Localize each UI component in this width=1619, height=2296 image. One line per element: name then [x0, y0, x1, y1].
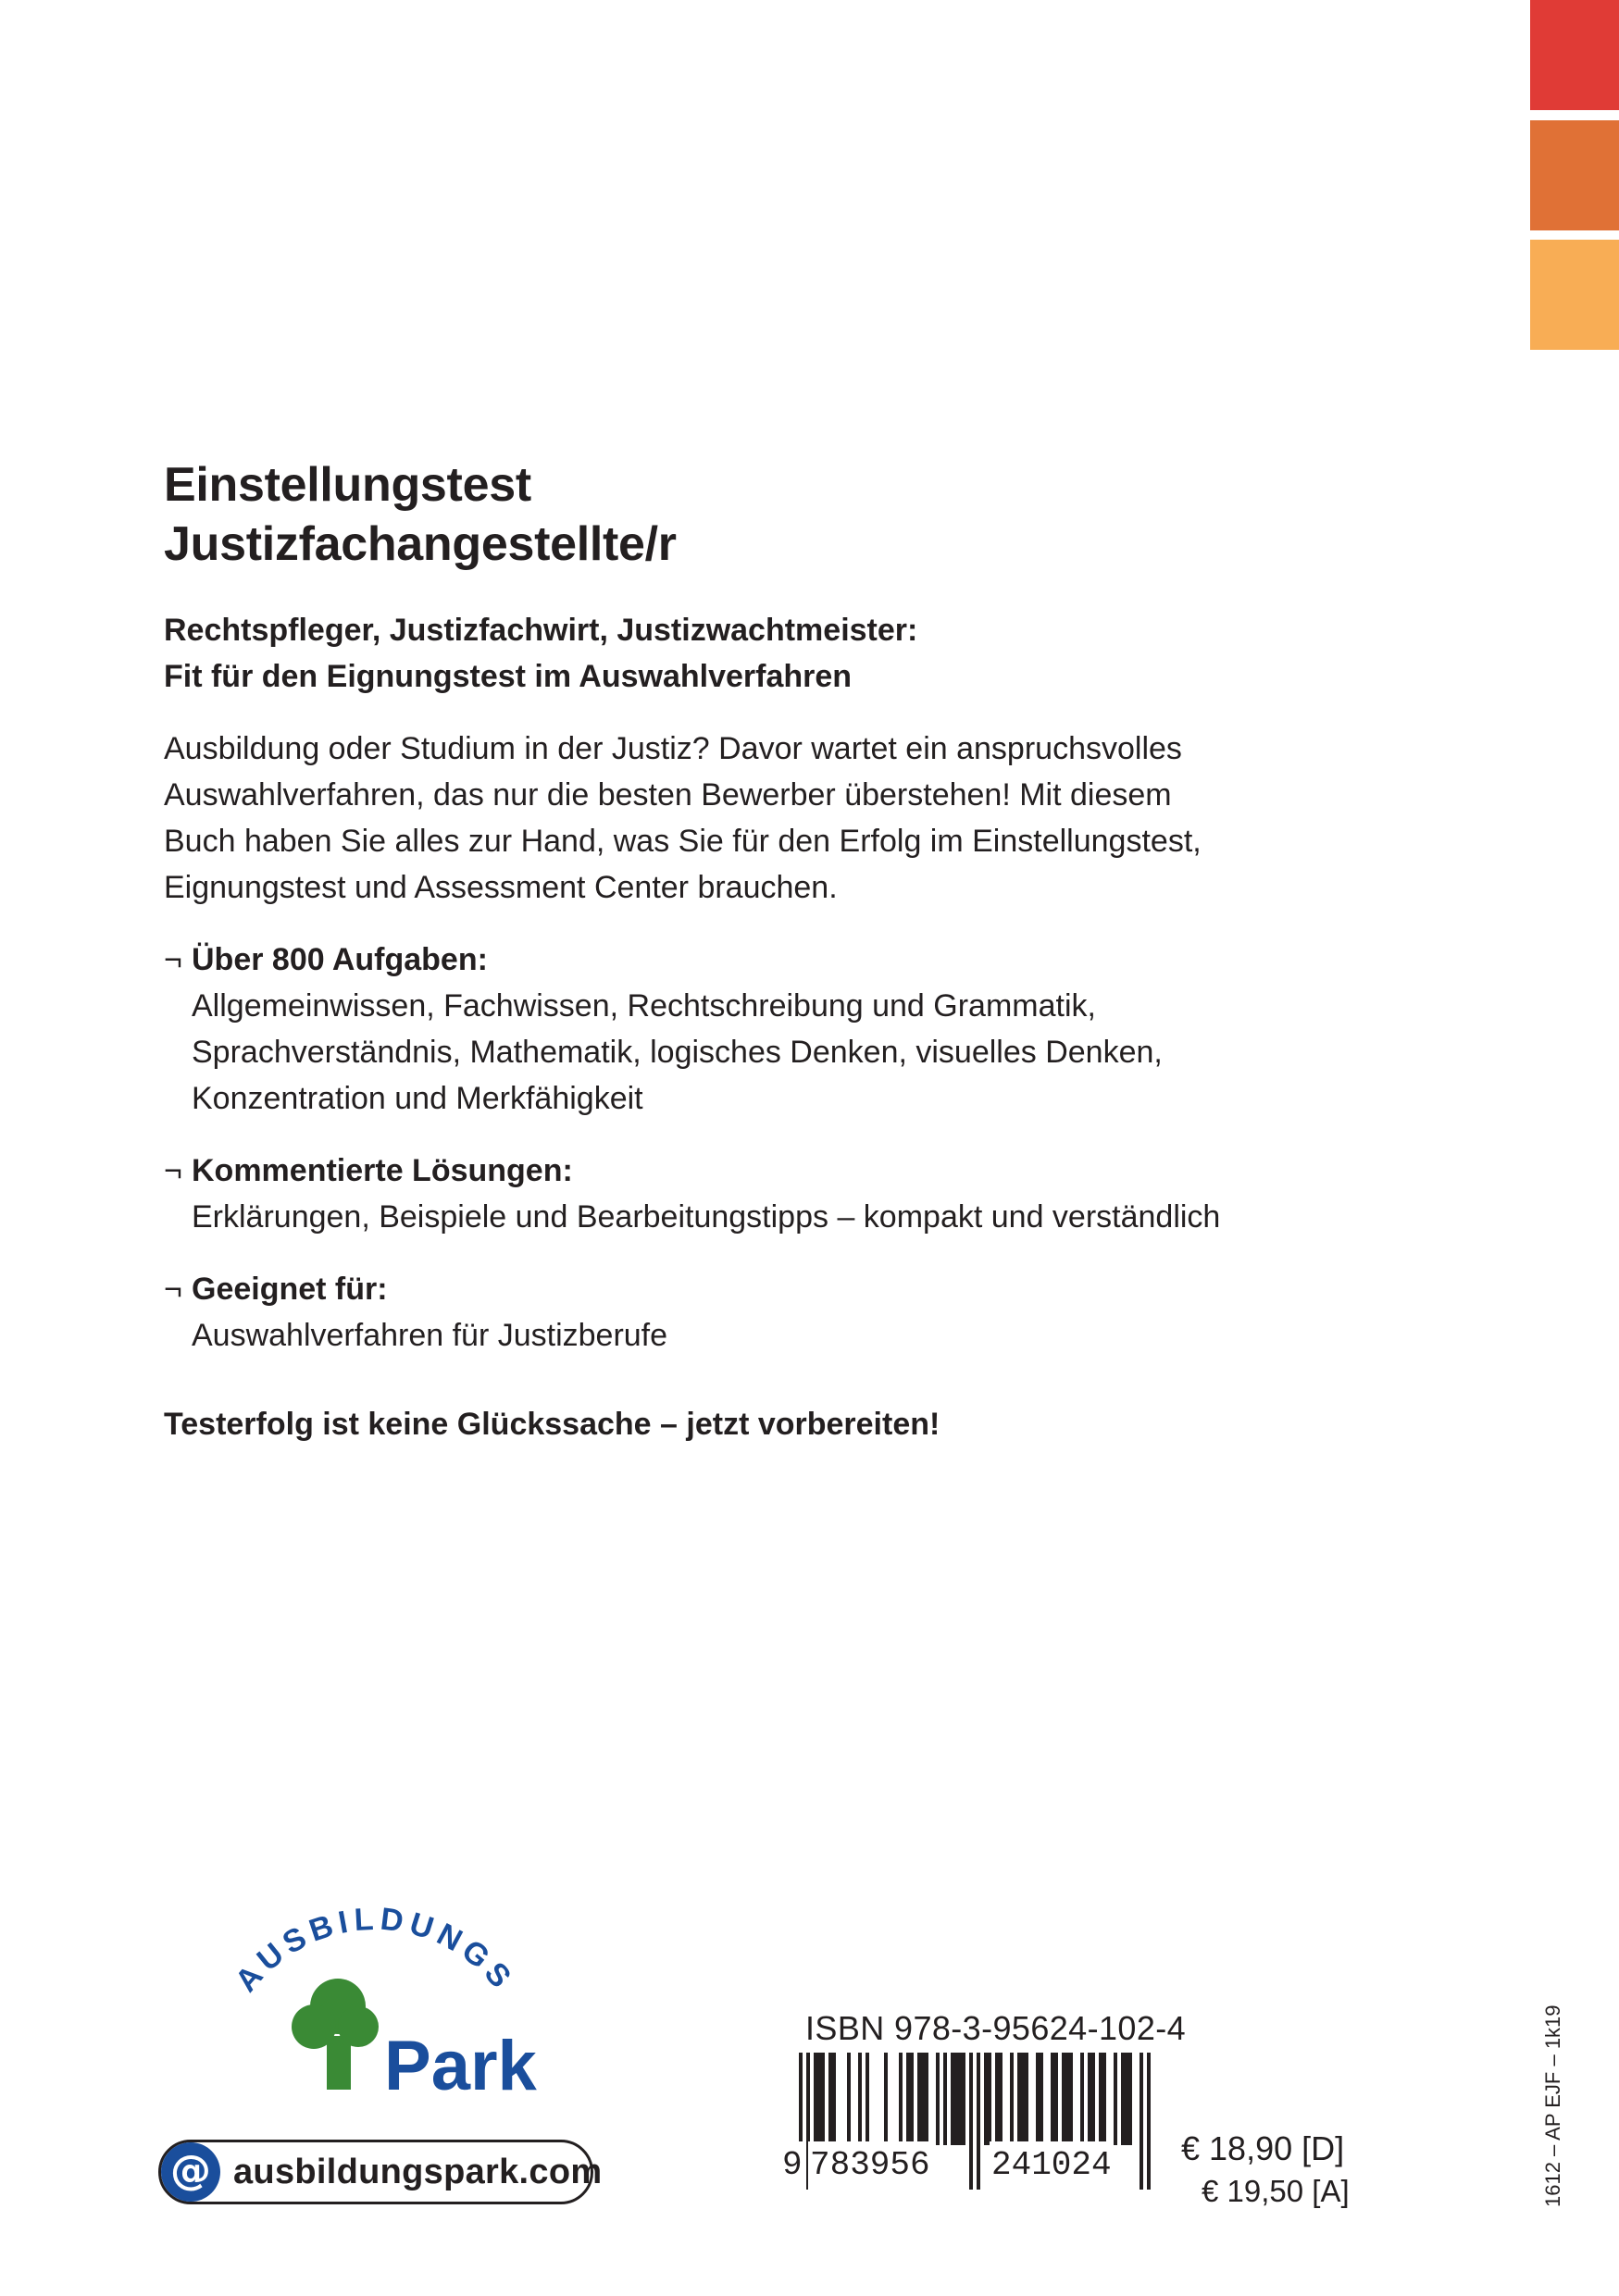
feature-line: Auswahlverfahren für Justizberufe: [192, 1318, 668, 1353]
feature-line: Allgemeinwissen, Fachwissen, Rechtschreibung und Grammatik,: [192, 988, 1096, 1024]
barcode-bar: [958, 2053, 962, 2145]
ausbildungspark-logo: [199, 1897, 560, 2119]
intro-paragraph: [164, 726, 1367, 911]
barcode-bar: [821, 2053, 825, 2145]
barcode-bar: [999, 2053, 1003, 2145]
barcode-bar: [832, 2053, 836, 2145]
barcode-right-digits: 241024: [990, 2141, 1114, 2190]
color-tab-light-orange: [1530, 240, 1619, 350]
barcode-bar: [1102, 2053, 1106, 2145]
subtitle-line: Rechtspfleger, Justizfachwirt, Justizwachtmeister:: [164, 613, 918, 648]
barcode-bar: [951, 2053, 954, 2145]
barcode-bar: [1069, 2053, 1073, 2145]
intro-line: Auswahlverfahren, das nur die besten Bewerber überstehen! Mit diesem: [164, 777, 1172, 813]
feature-heading: Über 800 Aufgaben:: [192, 942, 488, 977]
barcode-bar: [962, 2053, 965, 2145]
barcode-bar: [1091, 2053, 1095, 2145]
barcode-bar: [984, 2053, 988, 2145]
intro-line: Ausbildung oder Studium in der Justiz? Davor wartet ein anspruchsvolles: [164, 731, 1182, 766]
feature-line: Sprachverständnis, Mathematik, logisches Denken, visuelles Denken,: [192, 1035, 1163, 1070]
logo-word: Park: [384, 2027, 537, 2105]
barcode-bar: [1080, 2053, 1084, 2145]
bullet-icon: ¬: [164, 942, 182, 977]
barcode-bar: [1065, 2053, 1069, 2145]
barcode-bar: [1121, 2053, 1125, 2145]
barcode-bar: [828, 2053, 832, 2145]
barcode-bar: [1051, 2053, 1054, 2145]
price-austria: € 19,50 [A]: [1202, 2174, 1350, 2208]
barcode-bar: [814, 2053, 817, 2145]
barcode-bar: [936, 2053, 940, 2145]
logo-arc-text: [229, 1902, 521, 1999]
barcode-bar: [1128, 2053, 1132, 2145]
intro-line: Buch haben Sie alles zur Hand, was Sie für den Erfolg im Einstellungstest,: [164, 824, 1202, 859]
barcode-bar: [1017, 2053, 1021, 2145]
feature-heading: Kommentierte Lösungen:: [192, 1153, 573, 1188]
feature-heading: Geeignet für:: [192, 1272, 388, 1307]
barcode-bar: [858, 2053, 862, 2145]
barcode-bar: [1088, 2053, 1091, 2145]
book-title-line: Einstellungstest: [164, 458, 531, 512]
color-tab-orange: [1530, 120, 1619, 230]
tree-icon: [292, 1979, 379, 2090]
barcode-bar: [866, 2053, 869, 2145]
barcode-bar: [910, 2053, 914, 2145]
barcode-bar: [1054, 2053, 1058, 2145]
barcode-bar: [1025, 2053, 1028, 2145]
book-subtitle: [164, 607, 1367, 700]
barcode-digits: [780, 2141, 1167, 2190]
at-icon: @: [161, 2142, 220, 2202]
subtitle-line: Fit für den Eignungstest im Auswahlverfahren: [164, 659, 853, 694]
barcode-bar: [1040, 2053, 1043, 2145]
feature-tasks: [164, 937, 1367, 1122]
barcode-bar: [1021, 2053, 1025, 2145]
barcode-bar: [1114, 2053, 1117, 2145]
barcode-bar: [1125, 2053, 1128, 2145]
barcode-bar: [899, 2053, 903, 2145]
feature-line: Erklärungen, Beispiele und Bearbeitungstipps – kompakt und verständlich: [192, 1199, 1221, 1235]
barcode-bar: [884, 2053, 888, 2145]
barcode-bar: [988, 2053, 991, 2145]
book-title: [164, 455, 1367, 574]
logo-arc-textpath: AUSBILDUNGS: [228, 1901, 522, 1999]
barcode-bar: [917, 2053, 921, 2145]
product-code: 1612 – AP EJF – 1k19: [1541, 2004, 1564, 2207]
barcode-bar: [1099, 2053, 1102, 2145]
barcode-bar: [1036, 2053, 1040, 2145]
barcode-bar: [995, 2053, 999, 2145]
isbn-number: ISBN 978-3-95624-102-4: [805, 2009, 1187, 2047]
bullet-icon: ¬: [164, 1272, 182, 1307]
barcode-bar: [954, 2053, 958, 2145]
book-title-line: Justizfachangestellte/r: [164, 517, 677, 571]
back-cover-text: [164, 455, 1367, 1447]
feature-suitable: [164, 1266, 1367, 1359]
barcode-bar: [817, 2053, 821, 2145]
barcode-bar: [1062, 2053, 1065, 2145]
barcode-bar: [847, 2053, 851, 2145]
barcode-bar: [906, 2053, 910, 2145]
website-badge: [158, 2140, 603, 2204]
barcode-bar: [1010, 2053, 1014, 2145]
intro-line: Eignungstest und Assessment Center brauchen.: [164, 870, 838, 905]
barcode-first-digit: 9: [780, 2141, 804, 2190]
barcode-left-digits: 783956: [808, 2141, 932, 2190]
bullet-icon: ¬: [164, 1153, 182, 1188]
feature-solutions: [164, 1148, 1367, 1240]
closing-slogan: Testerfolg ist keine Glückssache – jetzt vorbereiten!: [164, 1407, 940, 1442]
barcode-bar: [921, 2053, 925, 2145]
website-url: ausbildungspark.com: [233, 2153, 603, 2191]
barcode-bar: [925, 2053, 928, 2145]
barcode-bar: [943, 2053, 947, 2145]
price-germany: € 18,90 [D]: [1181, 2129, 1345, 2167]
color-tab-red: [1530, 0, 1619, 110]
feature-line: Konzentration und Merkfähigkeit: [192, 1081, 643, 1116]
tree-trunk: [327, 2036, 351, 2090]
